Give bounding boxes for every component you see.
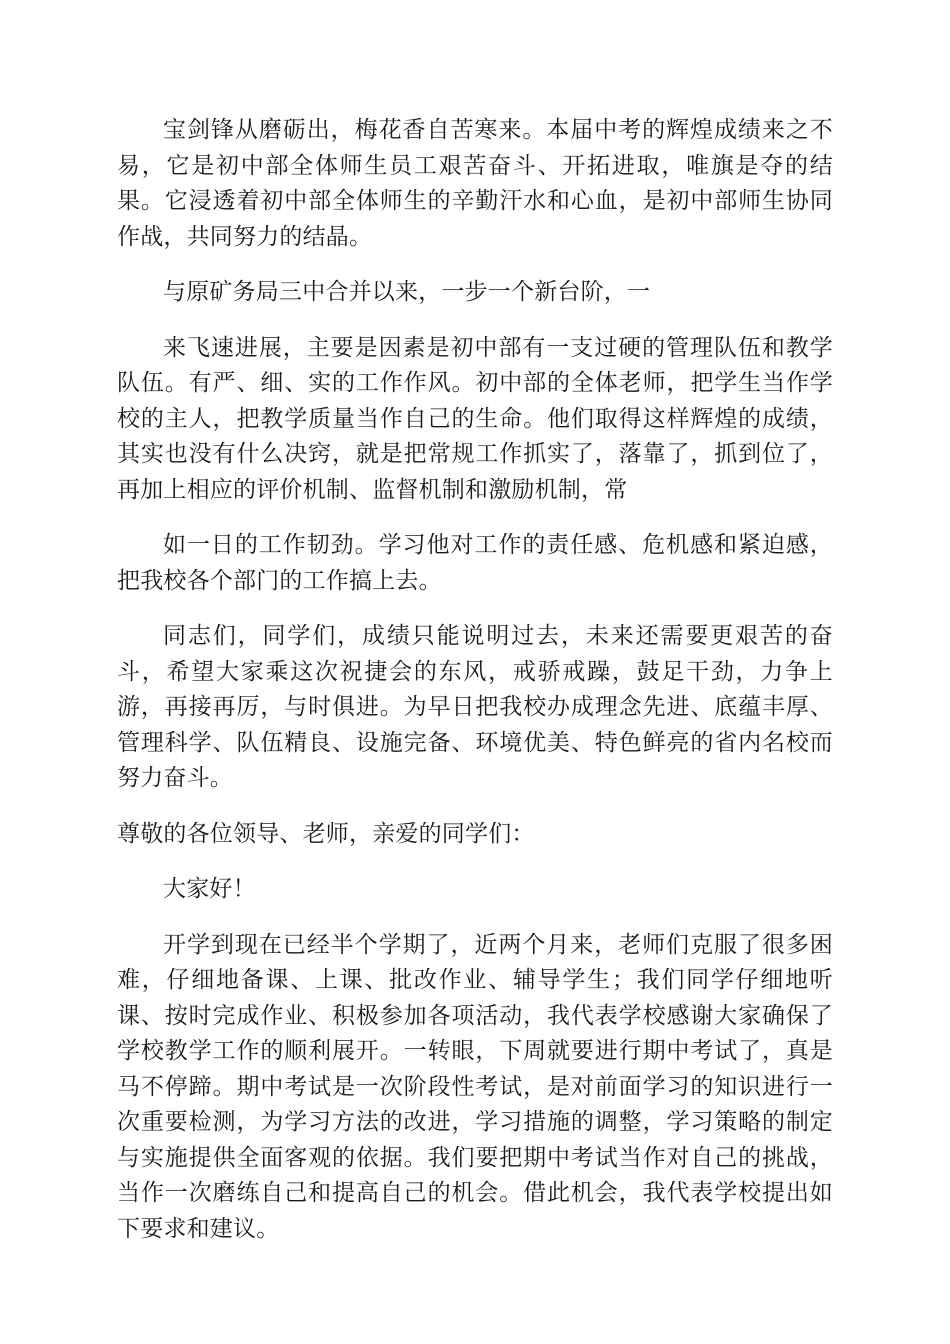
- paragraph-1: 宝剑锋从磨砺出，梅花香自苦寒来。本届中考的辉煌成绩来之不易，它是初中部全体师生员工艰苦奋斗、开拓进取，唯旗是夺的结果。它浸透着初中部全体师生的辛勤汗水和心血，是初中部师生协同作战，共同努力的结晶。: [117, 117, 833, 250]
- paragraph-5: 同志们，同学们，成绩只能说明过去，未来还需要更艰苦的奋斗，希望大家乘这次祝捷会的东风，戒骄戒躁，鼓足干劲，力争上游，再接再厉，与时俱进。为早日把我校办成理念先进、底蕴丰厚、管理科学、队伍精良、设施完备、环境优美、特色鲜亮的省内名校而努力奋斗。: [117, 623, 833, 791]
- paragraph-6: 开学到现在已经半个学期了，近两个月来，老师们克服了很多困难，仔细地备课、上课、批改作业、辅导学生；我们同学仔细地听课、按时完成作业、积极参加各项活动，我代表学校感谢大家确保了学校教学工作的顺利展开。一转眼，下周就要进行期中考试了，真是马不停蹄。期中考试是一次阶段性考试，是对前面学习的知识进行一次重要检测，为学习方法的改进，学习措施的调整，学习策略的制定与实施提供全面客观的依据。我们要把期中考试当作对自己的挑战，当作一次磨练自己和提高自己的机会。借此机会，我代表学校提出如下要求和建议。: [117, 931, 833, 1242]
- paragraph-3: 来飞速进展，主要是因素是初中部有一支过硬的管理队伍和教学队伍。有严、细、实的工作作风。初中部的全体老师，把学生当作学校的主人，把教学质量当作自己的生命。他们取得这样辉煌的成绩，其实也没有什么决窍，就是把常规工作抓实了，落靠了，抓到位了，再加上相应的评价机制、监督机制和激励机制，常: [117, 334, 833, 503]
- paragraph-2: 与原矿务局三中合并以来，一步一个新台阶，一: [163, 279, 651, 305]
- greeting: 大家好！: [163, 876, 256, 902]
- paragraph-4: 如一日的工作韧劲。学习他对工作的责任感、危机感和紧迫感，把我校各个部门的工作搞上去。: [117, 532, 833, 594]
- salutation: 尊敬的各位领导、老师，亲爱的同学们：: [117, 820, 535, 847]
